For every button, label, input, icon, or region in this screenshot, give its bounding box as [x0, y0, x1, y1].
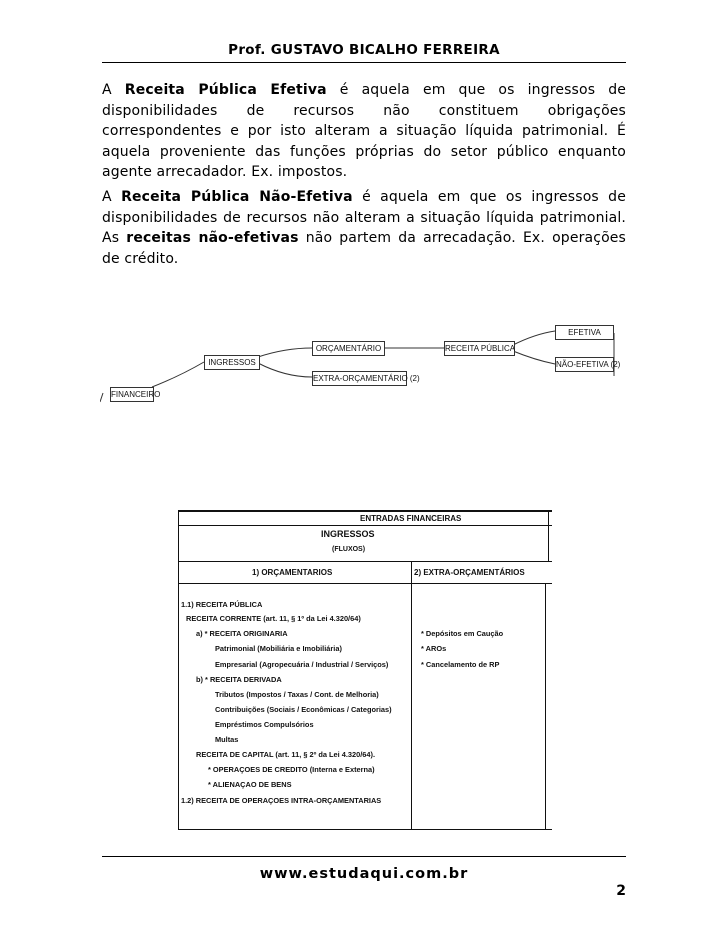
row-aros: * AROs: [421, 644, 447, 653]
box-orcamentario: ORÇAMENTÁRIO: [312, 341, 385, 356]
footer-rule: [102, 856, 626, 857]
p1-term: Receita Pública Efetiva: [124, 82, 327, 98]
row-receita-derivada: b) * RECEITA DERIVADA: [196, 675, 282, 684]
row-intra-orcamentarias: 1.2) RECEITA DE OPERAÇOES INTRA-ORÇAMENTARIAS: [181, 796, 382, 805]
page-header: Prof. GUSTAVO BICALHO FERREIRA: [228, 42, 500, 58]
box-efetiva: EFETIVA: [555, 325, 614, 340]
box-financeiro: FINANCEIRO: [110, 387, 154, 402]
row-receita-capital: RECEITA DE CAPITAL (art. 11, § 2º da Lei 4.320/64).: [196, 750, 376, 759]
box-ingressos: INGRESSOS: [204, 355, 260, 370]
p2-term: Receita Pública Não-Efetiva: [121, 189, 353, 205]
table-rule: [178, 561, 552, 562]
left-edge-line: [100, 393, 103, 402]
row-patrimonial: Patrimonial (Mobiliária e Imobiliária): [215, 644, 342, 653]
row-emprestimos: Empréstimos Compulsórios: [215, 720, 314, 729]
row-alienacao-bens: * ALIENAÇAO DE BENS: [208, 780, 292, 789]
table-rule: [178, 510, 179, 830]
table-subtitle-2: (FLUXOS): [332, 546, 366, 553]
table-subtitle: INGRESSOS: [321, 529, 375, 539]
row-depositos-caucao: * Depósitos em Caução: [421, 629, 504, 638]
row-empresarial: Empresarial (Agropecuária / Industrial / Serviços): [215, 660, 389, 669]
row-cancelamento-rp: * Cancelamento de RP: [421, 660, 500, 669]
p2-term2: receitas não-efetivas: [126, 230, 299, 246]
paragraph-nao-efetiva: [102, 187, 626, 269]
table-rule: [548, 510, 549, 562]
table-rule: [178, 583, 552, 584]
table-rule: [545, 583, 546, 830]
p2-a: A: [102, 189, 122, 205]
entradas-table: [178, 510, 552, 830]
p2-c: é aquela em que os ingressos de disponibilidades de recursos não alteram a situação líquida patrimonial. As: [102, 189, 626, 246]
row-contribuicoes: Contribuições (Sociais / Econômicas / Categorias): [215, 705, 392, 714]
p1-c: é aquela em que os ingressos de disponibilidades de recursos não constituem obrigações correspondentes e por isto alteram a situação líquida patrimonial. É aquela proveniente das funções próprias do setor público enquanto agente arrecadador. Ex. impostos.: [102, 82, 626, 180]
column-header-extra: 2) EXTRA-ORÇAMENTÁRIOS: [414, 568, 525, 577]
column-header-orcamentarios: 1) ORÇAMENTARIOS: [252, 568, 333, 577]
box-nao-efetiva: NÃO-EFETIVA (2): [555, 357, 614, 372]
box-extra-orcamentario: EXTRA-ORÇAMENTÁRIO (2): [312, 371, 407, 386]
row-tributos: Tributos (Impostos / Taxas / Cont. de Melhoria): [215, 690, 379, 699]
box-receita-publica: RECEITA PÚBLICA: [444, 341, 515, 356]
row-receita-originaria: a) * RECEITA ORIGINARIA: [196, 629, 288, 638]
header-rule: [102, 62, 626, 63]
p1-a: A: [102, 82, 125, 98]
connector-ing-orc: [258, 348, 312, 357]
table-rule: [178, 829, 552, 830]
connector-fin-ing: [152, 362, 204, 387]
paragraph-efetiva: [102, 80, 626, 183]
row-operacoes-credito: * OPERAÇOES DE CREDITO (Interna e Externa): [208, 765, 375, 774]
table-rule: [411, 561, 412, 830]
row-receita-publica: 1.1) RECEITA PÚBLICA: [181, 600, 263, 609]
p2-d: não partem da arrecadação. Ex. operações de crédito.: [102, 230, 626, 267]
table-rule: [178, 510, 552, 512]
connector-ing-ext: [258, 363, 312, 377]
table-title: ENTRADAS FINANCEIRAS: [360, 514, 462, 523]
row-receita-corrente: RECEITA CORRENTE (art. 11, § 1º da Lei 4.320/64): [186, 614, 361, 623]
footer-site: www.estudaqui.com.br: [259, 866, 469, 882]
page-number: 2: [616, 883, 626, 899]
connector-rp-ef: [513, 331, 555, 345]
table-rule: [178, 525, 552, 526]
connector-rp-ne: [513, 351, 555, 364]
row-multas: Multas: [215, 735, 239, 744]
